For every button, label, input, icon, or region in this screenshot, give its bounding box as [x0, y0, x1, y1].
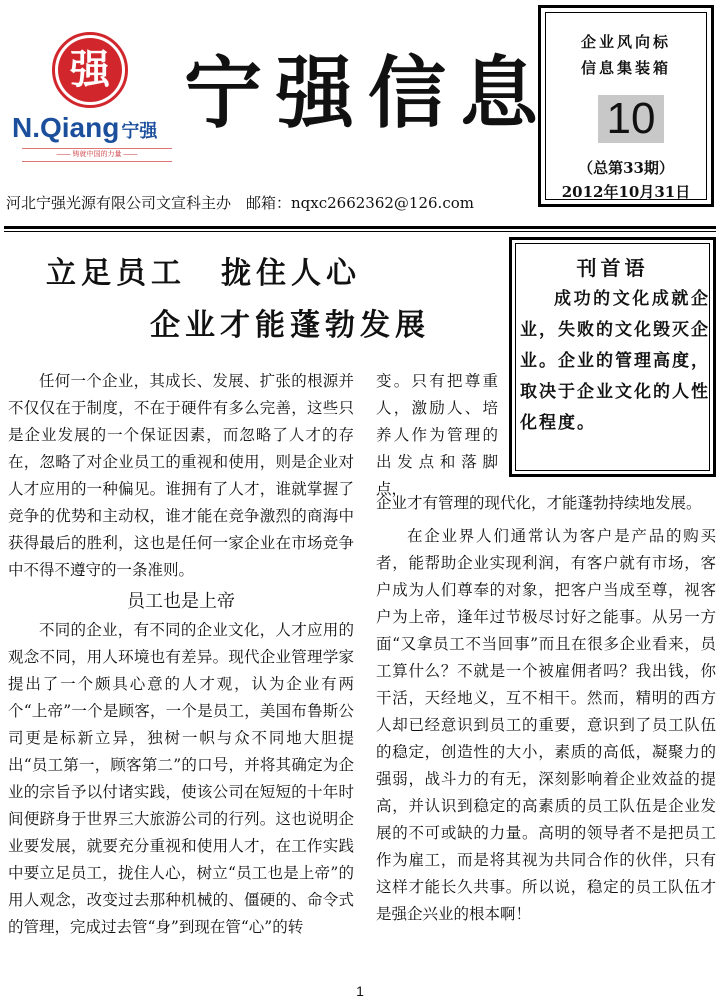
issue-tagline-1: 企业风向标 — [580, 33, 671, 51]
issue-box — [538, 5, 714, 207]
foreword-box-inner — [515, 243, 710, 471]
issue-date: 2012年10月31日 — [561, 183, 691, 201]
article-paragraph-2-continued: 企业才有管理的现代化，才能蓬勃持续地发展。 — [376, 494, 702, 512]
headline-line-1: 立足员工 拢住人心 — [46, 256, 361, 291]
headline-line-2: 企业才能蓬勃发展 — [150, 308, 430, 343]
company-logo — [12, 38, 174, 168]
article-column-right — [376, 490, 716, 928]
logo-brand-en: N.Qiang — [12, 112, 120, 143]
foreword-title: 刊首语 — [576, 256, 649, 280]
logo-emblem: 强 — [58, 38, 122, 102]
article-paragraph-3: 在企业界人们通常认为客户是产品的购买者，能帮助企业实现利润，有客户就有市场，客户成为人们尊奉的对象，把客户当成至尊，视客户为上帝，逢年过节极尽讨好之能事。从另一方面“又拿员工不当回事”而且在很多企业看来，员工算什么？不就是一个被雇佣者吗？我出钱，你干活，天经地义，互不相干。然而，精明的西方人却已经意识到员工的重要，意识到了员工队伍的稳定，创造性的大小，素质的高低，凝聚力的强弱，战斗力的有无，深刻影响着企业效益的提高，并认识到稳定的高素质的员工队伍是企业发展的不可或缺的力量。高明的领导者不是把员工作为雇工，而是将其视为共同合作的伙伴，只有这样才能长久共事。所以说，稳定的员工队伍才是强企兴业的根本啊！ — [376, 527, 716, 923]
header-rule-thin — [4, 231, 716, 232]
article-column-right-top — [376, 368, 498, 503]
issue-tagline-2: 信息集装箱 — [580, 59, 671, 77]
issue-box-inner — [545, 12, 707, 200]
foreword-box — [509, 237, 716, 477]
issue-total: （总第33期） — [578, 159, 674, 177]
logo-brand — [12, 112, 182, 144]
logo-slogan: —— 铸就中国的力量 —— — [22, 148, 172, 162]
logo-brand-cn: 宁强 — [121, 121, 158, 141]
article-paragraph-2-continued-top: 变。只有把尊重人，激励人、培养人作为管理的出发点和落脚点， — [376, 372, 498, 498]
issue-number: 10 — [598, 95, 664, 143]
article-paragraph-1: 任何一个企业，其成长、发展、扩张的根源并不仅仅在于制度，不在于硬件有多么完善，这些只是企业发展的一个保证因素，而忽略了人才的存在，忽略了对企业员工的重视和使用，则是企业对人才应用的一种偏见。谁拥有了人才，谁就掌握了竞争的优势和主动权，谁才能在竞争激烈的商海中获得最后的胜利，这也是任何一家企业在市场竞争中不得不遵守的一条准则。 — [8, 372, 354, 579]
article-subheading: 员工也是上帝 — [127, 591, 235, 612]
article-paragraph-2: 不同的企业，有不同的企业文化，人才应用的观念不同，用人环境也有差异。现代企业管理学家提出了一个颇具心意的人才观，认为企业有两个“上帝”一个是顾客，一个是员工，美国布鲁斯公司更是标新立异，独树一帜与众不同地大胆提出“员工第一，顾客第二”的口号，并将其确定为企业的宗旨予以付诸实践，使该公司在短短的十年时间便跻身于世界三大旅游公司的行列。这也说明企业要发展，就要充分重视和使用人才，在工作实践中要立足员工，拢住人心，树立“员工也是上帝”的用人观念，改变过去那种机械的、僵硬的、命令式的管理，完成过去管“身”到现在管“心”的转 — [8, 621, 354, 936]
newsletter-title: 宁强信息 — [184, 48, 553, 139]
page-number: 1 — [356, 983, 364, 999]
article-column-left — [8, 368, 354, 941]
foreword-text: 成功的文化成就企业，失败的文化毁灭企业。企业的管理高度，取决于企业文化的人性化程度。 — [520, 289, 710, 433]
header-rule-thick — [4, 226, 716, 229]
sponsor-line: 河北宁强光源有限公司文宣科主办 邮箱：nqxc2662362@126.com — [6, 194, 474, 212]
